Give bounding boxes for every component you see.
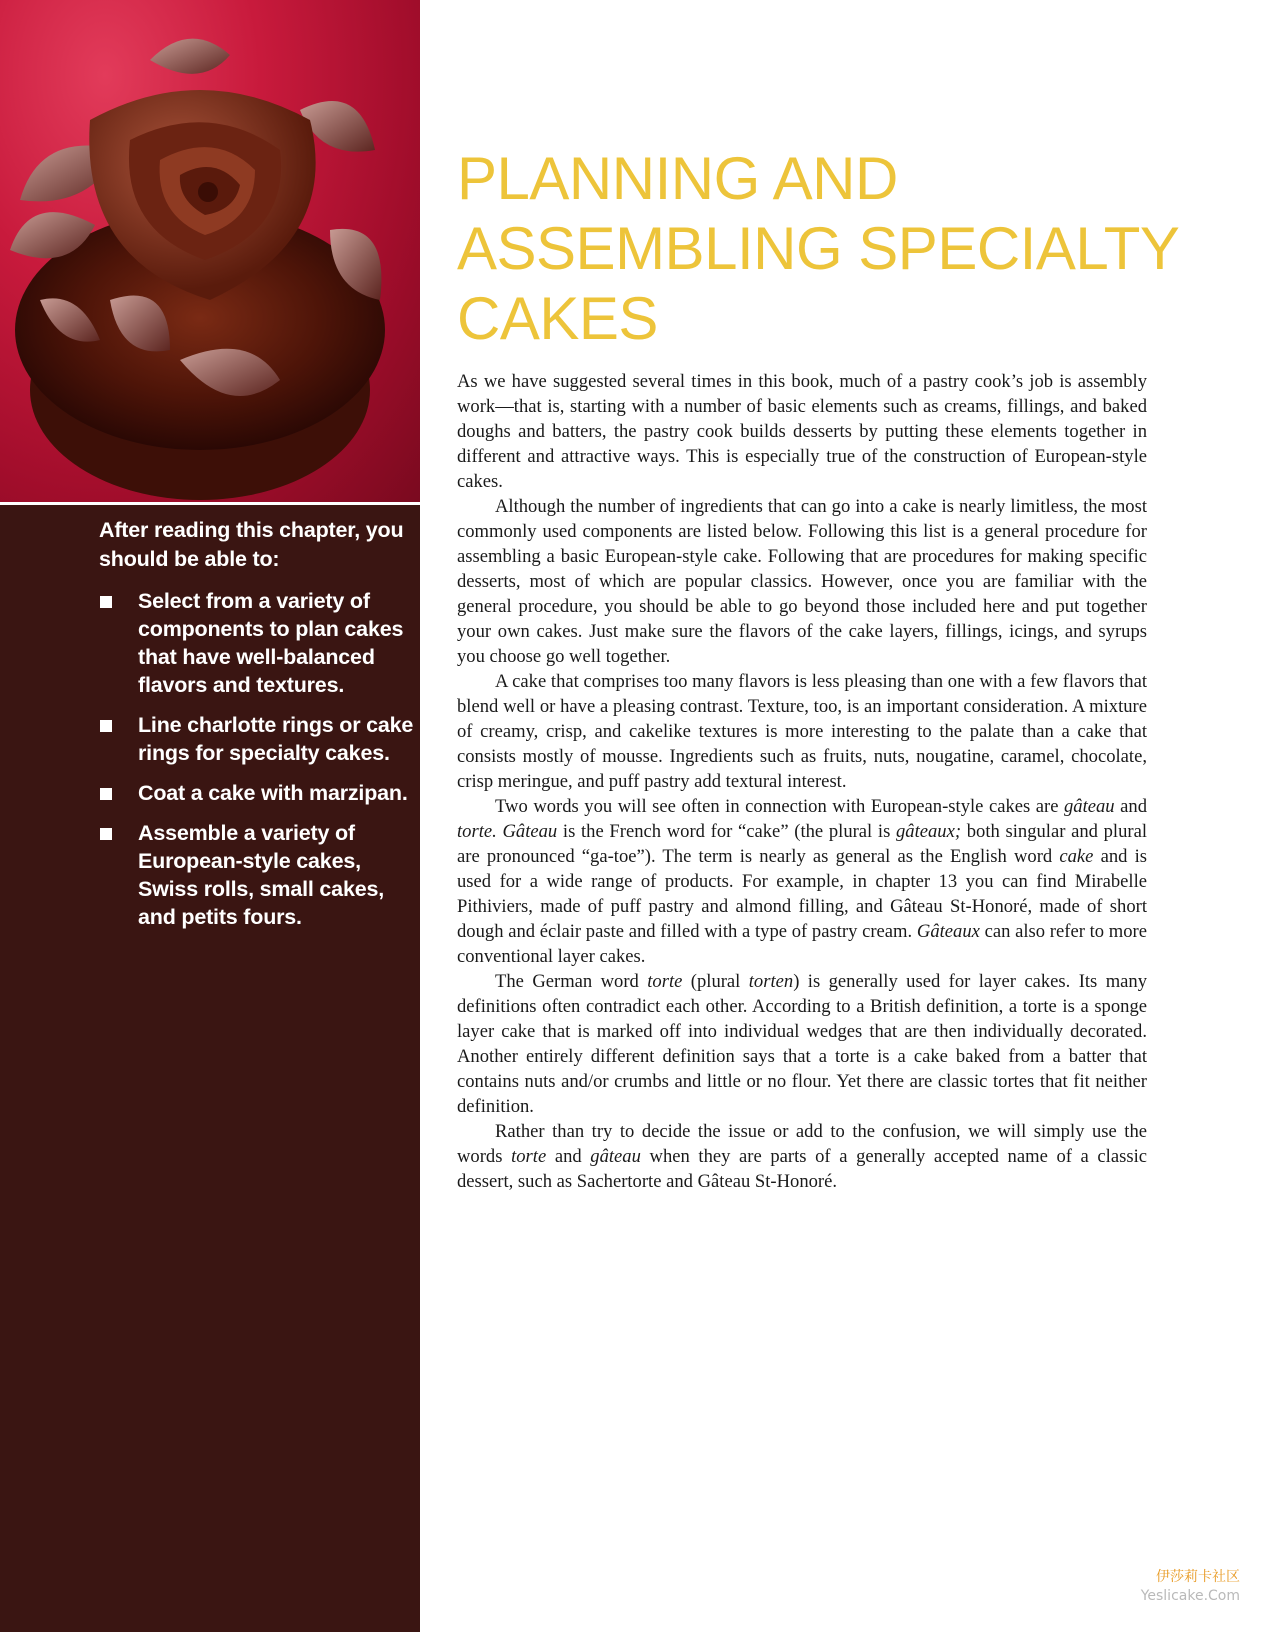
objective-text: Line charlotte rings or cake rings for specialty cakes. bbox=[138, 713, 414, 765]
square-bullet-icon bbox=[100, 788, 112, 800]
text-run: when they are parts of a generally accepted name of a classic dessert, such as Sachertorte and Gâteau St-Honoré. bbox=[457, 1146, 1147, 1192]
italic-term: Gâteau bbox=[502, 821, 558, 842]
italic-term: gâteau bbox=[590, 1146, 641, 1167]
body-text bbox=[457, 369, 1147, 1194]
objective-text: Select from a variety of components to plan cakes that have well-balanced flavors and textures. bbox=[138, 589, 404, 697]
italic-term: torte bbox=[647, 971, 683, 992]
text-run: ) is generally used for layer cakes. Its many definitions often contradict each other. According to a British definition, a torte is a sponge layer cake that is marked off into individual wedges that are then individually decorated. Another entirely different definition says that a torte is a cake baked from a batter that contains nuts and/or crumbs and little or no flour. Yet there are classic tortes that fit neither definition. bbox=[457, 971, 1148, 1117]
text-run: can also refer to more conventional layer cakes. bbox=[457, 921, 1148, 967]
objectives-list bbox=[99, 587, 419, 931]
italic-term: Gâteaux bbox=[916, 921, 980, 942]
text-run: The German word bbox=[495, 971, 648, 992]
italic-term: torten bbox=[748, 971, 794, 992]
text-run: is the French word for “cake” (the plural is bbox=[557, 821, 896, 842]
chapter-title bbox=[457, 144, 1197, 354]
square-bullet-icon bbox=[100, 828, 112, 840]
watermark-chinese: 伊莎莉卡社区 bbox=[1156, 1569, 1240, 1585]
italic-term: gâteau bbox=[1064, 796, 1115, 817]
objective-text: Assemble a variety of European-style cakes, Swiss rolls, small cakes, and petits fours. bbox=[138, 821, 384, 929]
text-run: both singular and plural are pronounced “ga-toe”). The term is nearly as general as the English word bbox=[457, 821, 1147, 867]
paragraph: As we have suggested several times in this book, much of a pastry cook’s job is assembly work—that is, starting with a number of basic elements such as creams, fillings, and baked doughs and batters, the pastry cook builds desserts by putting these elements together in different and attractive ways. This is especially true of the construction of European-style cakes. bbox=[457, 371, 1147, 492]
chocolate-rose-photo bbox=[0, 0, 420, 502]
italic-term: torte. bbox=[457, 821, 497, 842]
text-run: (plural bbox=[682, 971, 749, 992]
objective-item bbox=[99, 779, 419, 807]
text-run: Two words you will see often in connection with European-style cakes are bbox=[495, 796, 1064, 817]
chocolate-rose-illustration bbox=[0, 0, 420, 502]
objective-item bbox=[99, 587, 419, 699]
title-line: CAKES bbox=[457, 285, 658, 352]
paragraph: A cake that comprises too many flavors is less pleasing than one with a few flavors that blend well or have a pleasing contrast. Texture, too, is an important consideration. A mixture of creamy, crisp, and cakelike textures is more interesting to the palate than a cake that consists mostly of mousse. Ingredients such as fruits, nuts, nougatine, caramel, chocolate, crisp meringue, and puff pastry add textural interest. bbox=[457, 671, 1147, 792]
text-run: Rather than try to decide the issue or add to the confusion, we will simply use the words bbox=[457, 1121, 1147, 1167]
objective-text: Coat a cake with marzipan. bbox=[138, 781, 408, 805]
objectives-intro: After reading this chapter, you should be able to: bbox=[99, 518, 404, 571]
italic-term: gâteaux; bbox=[896, 821, 962, 842]
title-line: PLANNING AND bbox=[457, 145, 898, 212]
learning-objectives bbox=[99, 516, 419, 943]
text-run: and bbox=[546, 1146, 591, 1167]
objective-item bbox=[99, 711, 419, 767]
paragraph bbox=[457, 969, 1147, 1119]
title-line: ASSEMBLING SPECIALTY bbox=[457, 215, 1180, 282]
paragraph: Although the number of ingredients that can go into a cake is nearly limitless, the most commonly used components are listed below. Following this list is a general procedure for assembling a basic European-style cake. Following that are procedures for making specific desserts, most of which are popular classics. However, once you are familiar with the general procedure, you should be able to go beyond those included here and put together your own cakes. Just make sure the flavors of the cake layers, fillings, icings, and syrups you choose go well together. bbox=[457, 496, 1147, 667]
site-watermark bbox=[1141, 1568, 1240, 1606]
watermark-url: Yeslicake.Com bbox=[1140, 1588, 1240, 1604]
italic-term: cake bbox=[1059, 846, 1094, 867]
paragraph bbox=[457, 1119, 1147, 1194]
square-bullet-icon bbox=[100, 596, 112, 608]
text-run: and is used for a wide range of products. For example, in chapter 13 you can find Mirabelle Pithiviers, made of puff pastry and almond filling, and Gâteau St-Honoré, made of short dough and éclair paste and filled with a type of pastry cream. bbox=[457, 846, 1147, 942]
italic-term: torte bbox=[511, 1146, 547, 1167]
text-run: and bbox=[1114, 796, 1147, 817]
square-bullet-icon bbox=[100, 720, 112, 732]
paragraph bbox=[457, 794, 1147, 969]
objective-item bbox=[99, 819, 419, 931]
